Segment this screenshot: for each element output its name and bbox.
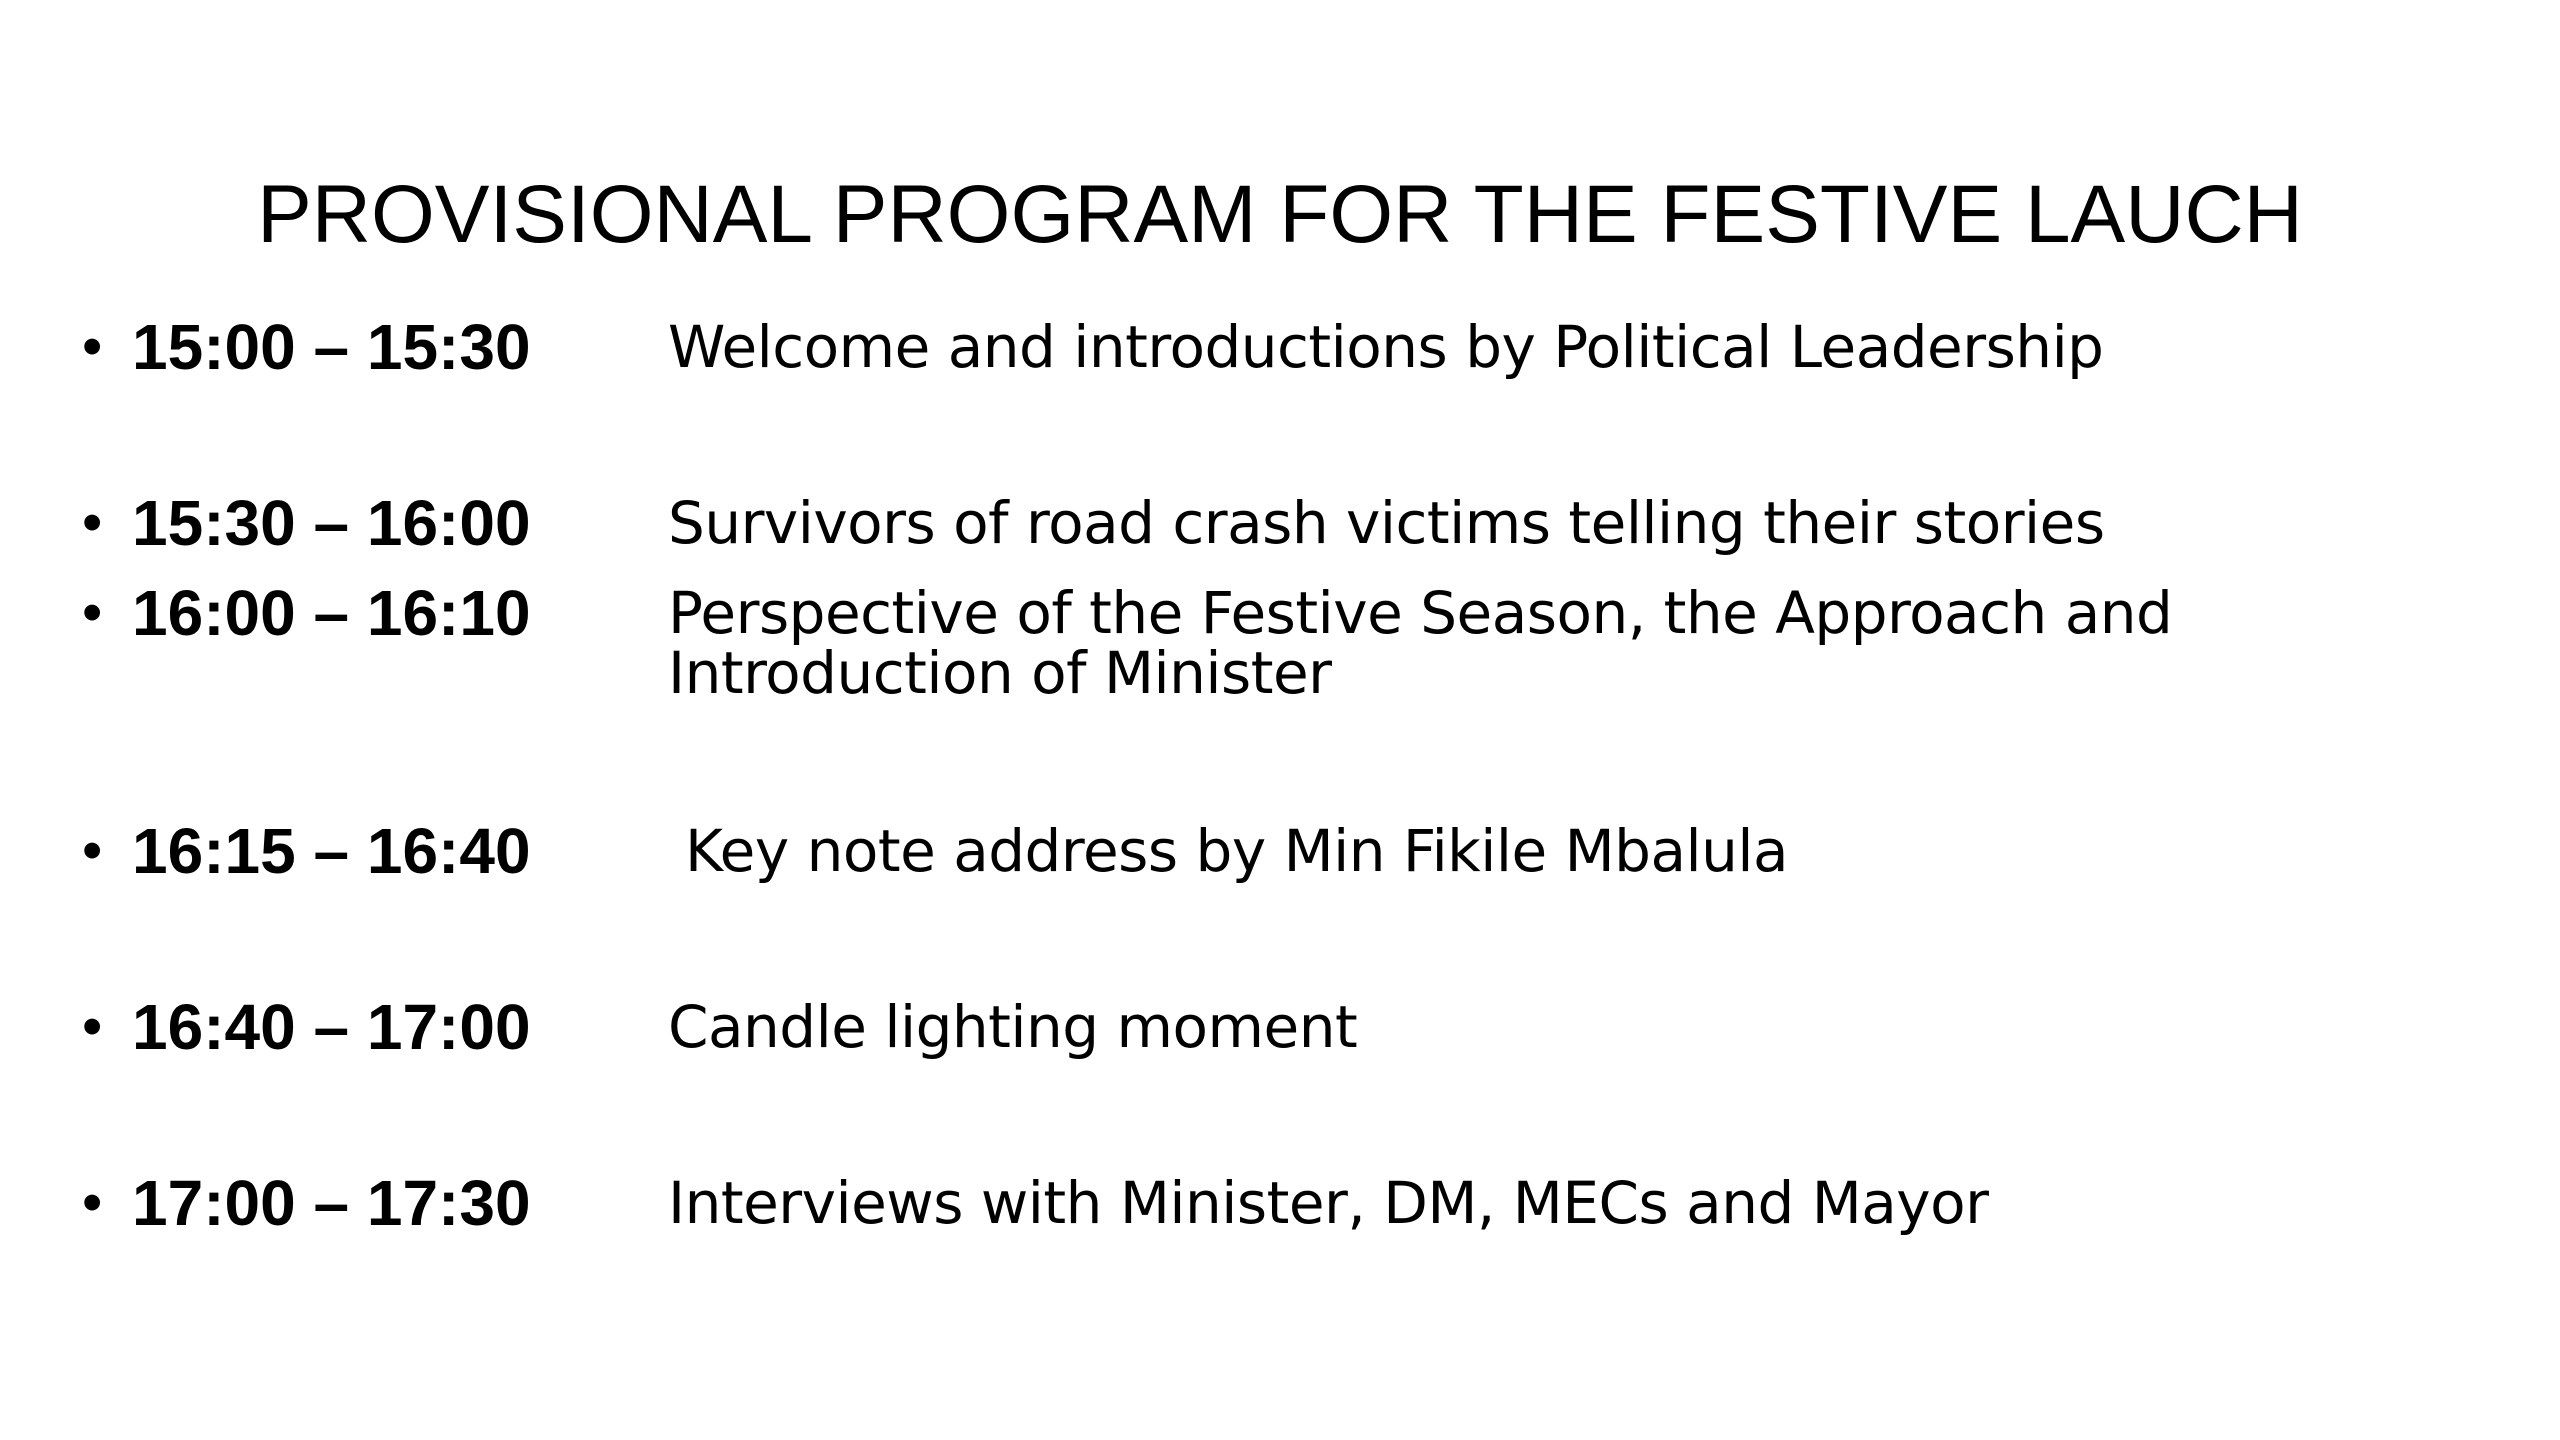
program-item-description: Survivors of road crash victims telling their stories [668, 489, 2105, 557]
program-item-description: Candle lighting moment [668, 993, 1358, 1061]
program-item-time: 17:00 – 17:30 [132, 1167, 531, 1239]
program-item-description: Perspective of the Festive Season, the Approach and Introduction of Minister [668, 579, 2173, 707]
program-item-description: Key note address by Min Fikile Mbalula [685, 817, 1789, 885]
program-item-time: 15:30 – 16:00 [132, 487, 531, 559]
bullet-icon: • [82, 818, 103, 883]
program-item-description: Welcome and introductions by Political Leadership [668, 313, 2104, 381]
bullet-icon: • [82, 490, 103, 555]
bullet-icon: • [82, 580, 103, 645]
bullet-icon: • [82, 994, 103, 1059]
program-item-description: Interviews with Minister, DM, MECs and Mayor [668, 1169, 1989, 1237]
program-item-time: 16:40 – 17:00 [132, 991, 531, 1063]
program-item-time: 15:00 – 15:30 [132, 311, 531, 383]
slide-title: PROVISIONAL PROGRAM FOR THE FESTIVE LAUCH [257, 169, 2303, 260]
bullet-icon: • [82, 314, 103, 379]
bullet-icon: • [82, 1170, 103, 1235]
program-item-time: 16:00 – 16:10 [132, 577, 531, 649]
program-item-time: 16:15 – 16:40 [132, 815, 531, 887]
